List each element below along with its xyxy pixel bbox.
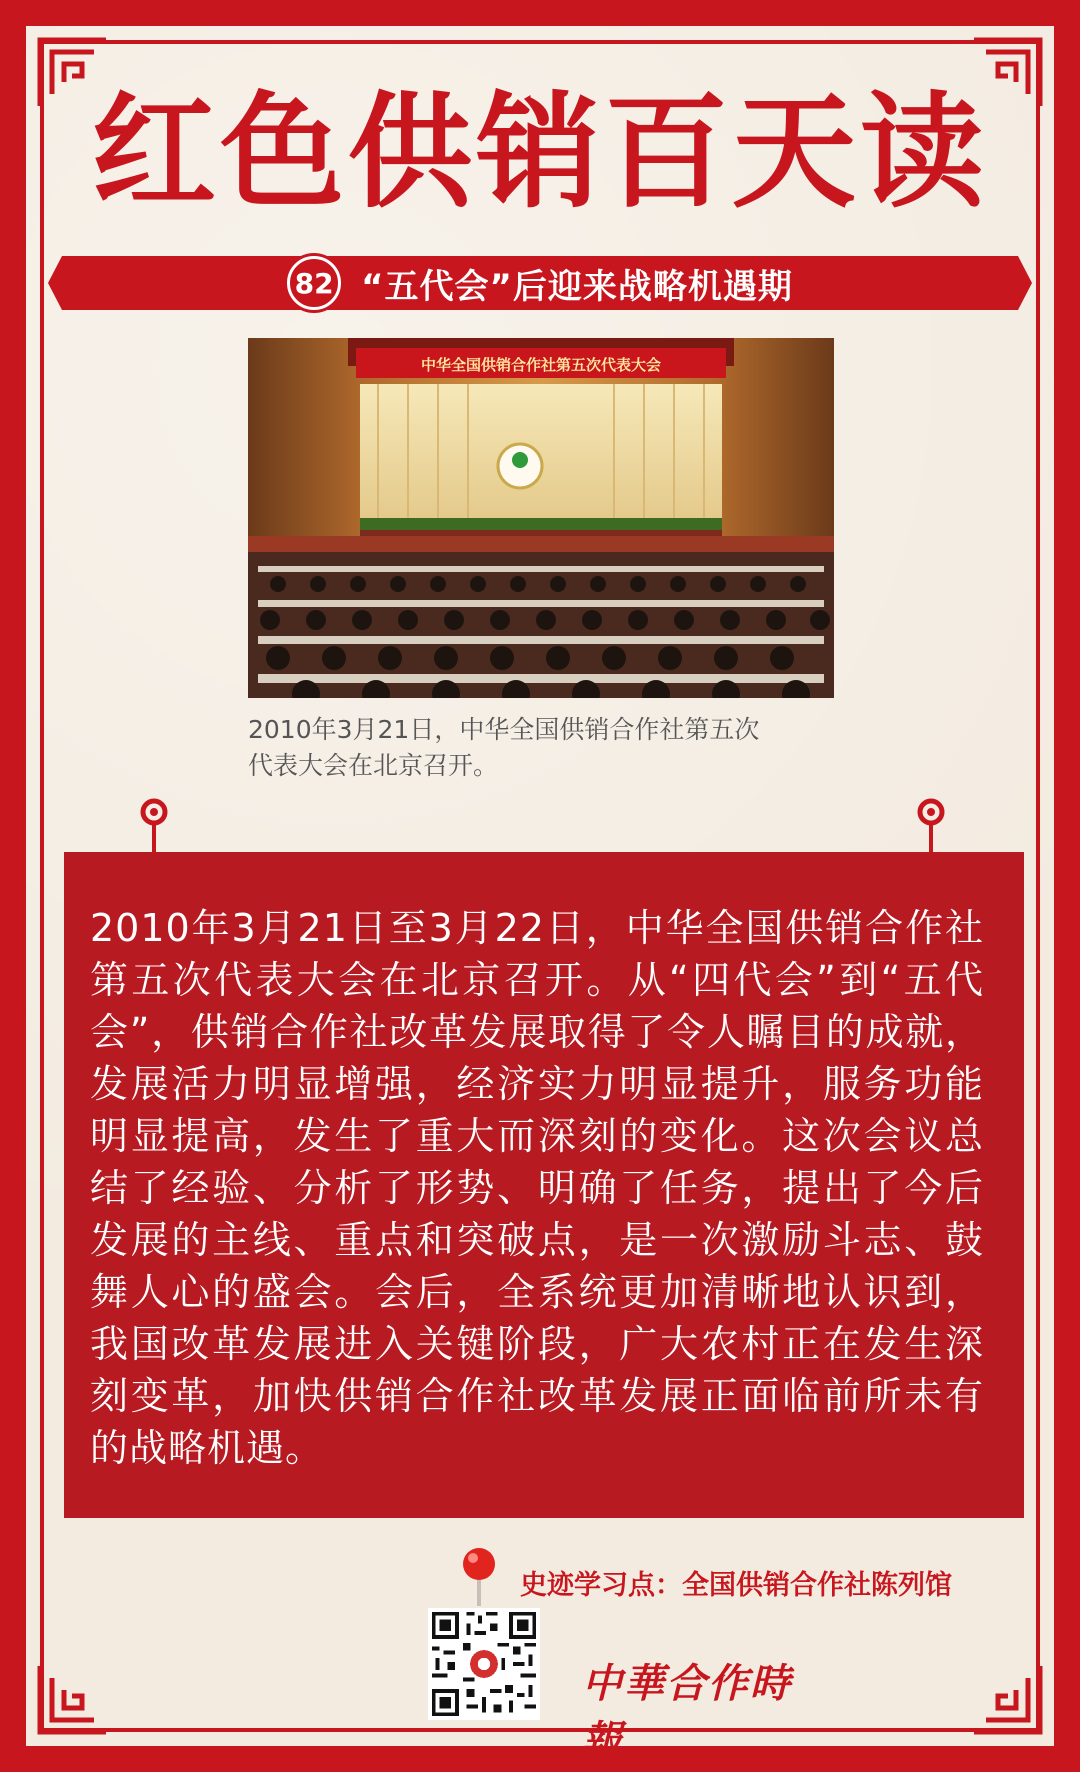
location-pin-icon [457, 1546, 501, 1606]
study-location [520, 1566, 1000, 1606]
brand-logo: 中華合作時報 [582, 1660, 792, 1764]
ribbon-content [287, 256, 793, 310]
photo-banner-text: 中华全国供销合作社第五次代表大会 [420, 356, 662, 374]
qr-code[interactable] [428, 1608, 540, 1720]
study-label: 史迹学习点： [520, 1570, 682, 1601]
caption-line-1: 2010年3月21日，中华全国供销合作社第五次 [248, 715, 760, 744]
main-title: 红色供销百天读 [91, 81, 988, 225]
study-place: 全国供销合作社陈列馆 [682, 1570, 952, 1601]
corner-ornament-icon [36, 1662, 110, 1736]
article-body: 2010年3月21日至3月22日，中华全国供销合作社第五次代表大会在北京召开。从“四代会”到“五代会”，供销合作社改革发展取得了令人瞩目的成就，发展活力明显增强，经济实力明显提升，服务功能明显提高，发生了重大而深刻的变化。这次会议总结了经验、分析了形势、明确了任务，提出了今后发展的主线、重点和突破点，是一次激励斗志、鼓舞人心的盛会。会后，全系统更加清晰地认识到，我国改革发展进入关键阶段，广大农村正在发生深刻变革，加快供销合作社改革发展正面临前所未有的战略机遇。 [90, 906, 984, 1470]
article-panel [64, 852, 1024, 1518]
subtitle: “五代会”后迎来战略机遇期 [361, 266, 793, 307]
photo-caption [248, 712, 848, 784]
congress-photo [248, 338, 834, 698]
subtitle-ribbon [62, 256, 1018, 310]
corner-ornament-icon [970, 1662, 1044, 1736]
caption-line-2: 代表大会在北京召开。 [248, 751, 499, 780]
episode-number-badge: 82 [287, 256, 341, 310]
